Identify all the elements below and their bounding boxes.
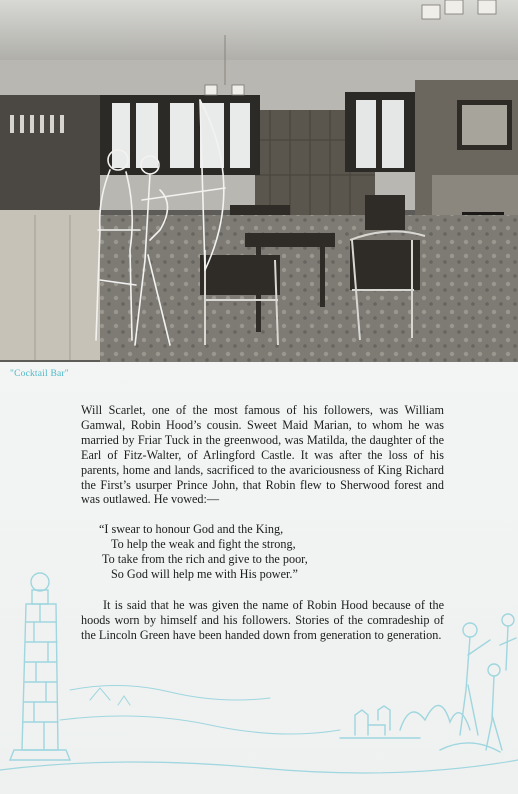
paragraph-2: It is said that he was given the name of Robin Hood because of the hoods worn by himself and his followers. Stories of the comradeship of the Lincoln Green have been handed down from generation to generation. — [81, 597, 444, 642]
robin-hood-vow-verse — [81, 522, 444, 582]
verse-line-1: “I swear to honour God and the King, — [99, 522, 284, 537]
photo-caption: "Cocktail Bar" — [10, 369, 69, 379]
bar-interior-illustration — [0, 0, 518, 362]
verse-line-4: So God will help me with His power.” — [111, 567, 298, 582]
cocktail-bar-photo — [0, 0, 518, 362]
body-text — [81, 403, 444, 643]
verse-line-2: To help the weak and fight the strong, — [111, 537, 296, 552]
verse-line-3: To take from the rich and give to the poor, — [102, 552, 308, 567]
paragraph-1: Will Scarlet, one of the most famous of his followers, was William Gamwal, Robin Hood’s cousin. Sweet Maid Marian, to whom he was married by Friar Tuck in the greenwood, was Matilda, the daughter of the Earl of Fitz-Walter, of Arlingford Castle. It was after the loss of his parents, home and lands, sacrificed to the avariciousness of King Richard the First’s usurper Prince John, that Robin flew to Sherwood forest and was outlawed. He vowed:— — [81, 403, 444, 507]
